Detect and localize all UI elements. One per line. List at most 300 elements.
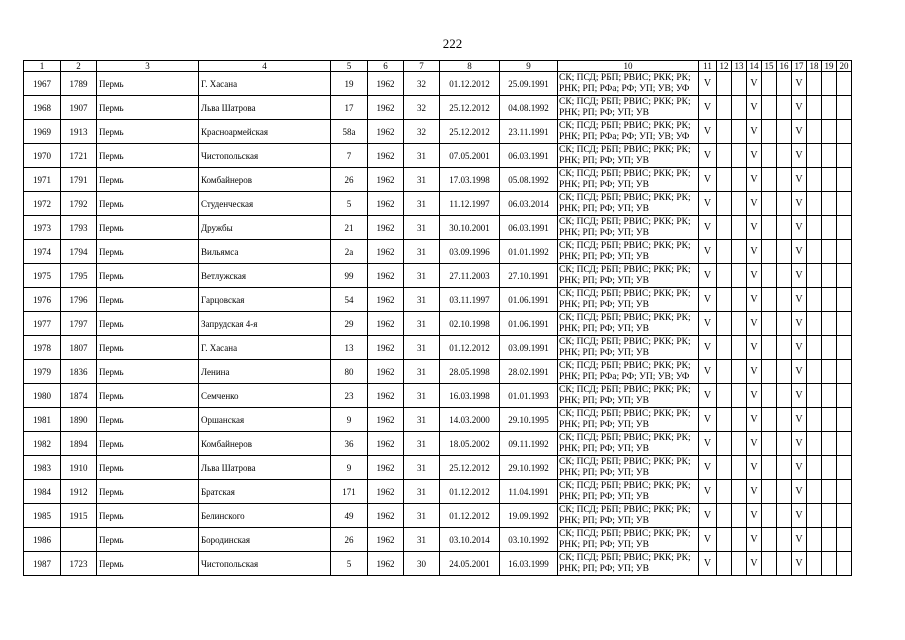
cell-col-12 (717, 504, 732, 528)
cell-col-11: V (699, 528, 717, 552)
cell-col-2: 1913 (61, 120, 97, 144)
cell-col-7: 31 (404, 480, 440, 504)
cell-col-17: V (792, 240, 807, 264)
cell-col-12 (717, 384, 732, 408)
cell-col-8: 18.05.2002 (440, 432, 500, 456)
cell-col-18 (807, 312, 822, 336)
cell-col-7: 31 (404, 360, 440, 384)
cell-col-3: Пермь (97, 384, 199, 408)
cell-col-20 (837, 144, 852, 168)
cell-col-10-line-1: СК; ПСД; РБП; РВИС; РКК; РК; (559, 337, 691, 347)
column-header-13: 13 (732, 61, 747, 72)
cell-col-18 (807, 408, 822, 432)
cell-col-16 (777, 552, 792, 576)
cell-col-8: 11.12.1997 (440, 192, 500, 216)
cell-col-16 (777, 408, 792, 432)
cell-col-19 (822, 312, 837, 336)
cell-col-18 (807, 96, 822, 120)
cell-col-2: 1836 (61, 360, 97, 384)
cell-col-14: V (747, 432, 762, 456)
column-header-10: 10 (558, 61, 699, 72)
table-row (24, 144, 852, 168)
cell-col-3: Пермь (97, 72, 199, 96)
cell-col-10 (558, 432, 699, 456)
cell-col-20 (837, 552, 852, 576)
cell-col-10-line-2: РНК; РП; РФ; УП; УВ (559, 203, 649, 214)
cell-col-10 (558, 96, 699, 120)
cell-col-11: V (699, 144, 717, 168)
cell-col-4: Студенческая (199, 192, 331, 216)
cell-col-6: 1962 (368, 432, 404, 456)
cell-col-10-line-2: РНК; РП; РФ; УП; УВ (559, 299, 649, 310)
table-row (24, 528, 852, 552)
cell-col-10 (558, 288, 699, 312)
cell-col-10 (558, 384, 699, 408)
cell-col-16 (777, 72, 792, 96)
cell-col-4: Семченко (199, 384, 331, 408)
cell-col-1: 1976 (24, 288, 61, 312)
cell-col-16 (777, 456, 792, 480)
cell-col-16 (777, 288, 792, 312)
cell-col-6: 1962 (368, 384, 404, 408)
cell-col-1: 1984 (24, 480, 61, 504)
cell-col-6: 1962 (368, 120, 404, 144)
cell-col-16 (777, 216, 792, 240)
cell-col-10-line-2: РНК; РП; РФ; УП; УВ (559, 419, 649, 430)
cell-col-9: 29.10.1995 (500, 408, 558, 432)
column-header-19: 19 (822, 61, 837, 72)
cell-col-17: V (792, 216, 807, 240)
cell-col-4: Оршанская (199, 408, 331, 432)
cell-col-17: V (792, 144, 807, 168)
cell-col-15 (762, 288, 777, 312)
table-row (24, 432, 852, 456)
table-row (24, 336, 852, 360)
cell-col-14: V (747, 456, 762, 480)
cell-col-20 (837, 360, 852, 384)
cell-col-17: V (792, 192, 807, 216)
cell-col-3: Пермь (97, 264, 199, 288)
cell-col-3: Пермь (97, 96, 199, 120)
cell-col-12 (717, 528, 732, 552)
cell-col-15 (762, 72, 777, 96)
cell-col-8: 14.03.2000 (440, 408, 500, 432)
cell-col-8: 25.12.2012 (440, 96, 500, 120)
cell-col-19 (822, 336, 837, 360)
cell-col-2: 1915 (61, 504, 97, 528)
cell-col-2: 1721 (61, 144, 97, 168)
cell-col-8: 01.12.2012 (440, 480, 500, 504)
cell-col-6: 1962 (368, 552, 404, 576)
table-row (24, 360, 852, 384)
cell-col-6: 1962 (368, 480, 404, 504)
cell-col-9: 27.10.1991 (500, 264, 558, 288)
cell-col-11: V (699, 384, 717, 408)
cell-col-5: 9 (331, 408, 368, 432)
cell-col-13 (732, 72, 747, 96)
cell-col-2: 1723 (61, 552, 97, 576)
cell-col-6: 1962 (368, 528, 404, 552)
cell-col-5: 99 (331, 264, 368, 288)
column-header-9: 9 (500, 61, 558, 72)
cell-col-10 (558, 192, 699, 216)
cell-col-14: V (747, 504, 762, 528)
cell-col-9: 19.09.1992 (500, 504, 558, 528)
cell-col-5: 7 (331, 144, 368, 168)
cell-col-20 (837, 384, 852, 408)
cell-col-20 (837, 288, 852, 312)
cell-col-18 (807, 264, 822, 288)
cell-col-1: 1970 (24, 144, 61, 168)
cell-col-4: Гарцовская (199, 288, 331, 312)
cell-col-5: 23 (331, 384, 368, 408)
cell-col-17: V (792, 288, 807, 312)
cell-col-3: Пермь (97, 360, 199, 384)
cell-col-10-line-2: РНК; РП; РФ; УП; УВ (559, 347, 649, 358)
housing-register-table (23, 60, 852, 576)
column-header-18: 18 (807, 61, 822, 72)
cell-col-3: Пермь (97, 432, 199, 456)
cell-col-15 (762, 504, 777, 528)
cell-col-10-line-1: СК; ПСД; РБП; РВИС; РКК; РК; (559, 457, 691, 467)
cell-col-2 (61, 528, 97, 552)
cell-col-9: 28.02.1991 (500, 360, 558, 384)
cell-col-12 (717, 432, 732, 456)
cell-col-10-line-1: СК; ПСД; РБП; РВИС; РКК; РК; (559, 481, 691, 491)
column-header-3: 3 (97, 61, 199, 72)
cell-col-6: 1962 (368, 360, 404, 384)
cell-col-20 (837, 456, 852, 480)
cell-col-8: 16.03.1998 (440, 384, 500, 408)
cell-col-19 (822, 288, 837, 312)
cell-col-13 (732, 96, 747, 120)
cell-col-4: Белинского (199, 504, 331, 528)
cell-col-4: Дружбы (199, 216, 331, 240)
cell-col-17: V (792, 312, 807, 336)
cell-col-13 (732, 384, 747, 408)
cell-col-11: V (699, 288, 717, 312)
cell-col-10-line-2: РНК; РП; РФ; УП; УВ (559, 155, 649, 166)
cell-col-14: V (747, 552, 762, 576)
cell-col-7: 31 (404, 168, 440, 192)
cell-col-14: V (747, 528, 762, 552)
cell-col-15 (762, 312, 777, 336)
cell-col-16 (777, 432, 792, 456)
cell-col-1: 1975 (24, 264, 61, 288)
cell-col-13 (732, 480, 747, 504)
column-header-1: 1 (24, 61, 61, 72)
cell-col-10-line-2: РНК; РП; РФа; РФ; УП; УВ; УФ (559, 83, 690, 94)
cell-col-7: 32 (404, 120, 440, 144)
cell-col-13 (732, 552, 747, 576)
cell-col-9: 04.08.1992 (500, 96, 558, 120)
cell-col-10-line-1: СК; ПСД; РБП; РВИС; РКК; РК; (559, 385, 691, 395)
cell-col-19 (822, 120, 837, 144)
cell-col-8: 27.11.2003 (440, 264, 500, 288)
cell-col-15 (762, 552, 777, 576)
cell-col-4: Комбайнеров (199, 168, 331, 192)
cell-col-14: V (747, 96, 762, 120)
cell-col-2: 1807 (61, 336, 97, 360)
cell-col-4: Ветлужская (199, 264, 331, 288)
cell-col-19 (822, 96, 837, 120)
cell-col-17: V (792, 480, 807, 504)
cell-col-13 (732, 192, 747, 216)
cell-col-8: 03.11.1997 (440, 288, 500, 312)
cell-col-17: V (792, 384, 807, 408)
cell-col-1: 1973 (24, 216, 61, 240)
cell-col-9: 06.03.1991 (500, 216, 558, 240)
cell-col-20 (837, 528, 852, 552)
cell-col-5: 58а (331, 120, 368, 144)
cell-col-16 (777, 192, 792, 216)
cell-col-10 (558, 552, 699, 576)
cell-col-15 (762, 168, 777, 192)
cell-col-18 (807, 504, 822, 528)
cell-col-12 (717, 72, 732, 96)
cell-col-3: Пермь (97, 456, 199, 480)
cell-col-10 (558, 216, 699, 240)
cell-col-10-line-1: СК; ПСД; РБП; РВИС; РКК; РК; (559, 289, 691, 299)
cell-col-5: 36 (331, 432, 368, 456)
cell-col-5: 54 (331, 288, 368, 312)
cell-col-2: 1912 (61, 480, 97, 504)
cell-col-12 (717, 408, 732, 432)
cell-col-11: V (699, 120, 717, 144)
cell-col-10 (558, 144, 699, 168)
cell-col-4: Вильямса (199, 240, 331, 264)
cell-col-8: 02.10.1998 (440, 312, 500, 336)
cell-col-20 (837, 216, 852, 240)
cell-col-14: V (747, 72, 762, 96)
cell-col-6: 1962 (368, 264, 404, 288)
cell-col-15 (762, 336, 777, 360)
cell-col-8: 07.05.2001 (440, 144, 500, 168)
column-header-17: 17 (792, 61, 807, 72)
cell-col-10-line-1: СК; ПСД; РБП; РВИС; РКК; РК; (559, 169, 691, 179)
cell-col-10 (558, 480, 699, 504)
cell-col-6: 1962 (368, 456, 404, 480)
cell-col-2: 1795 (61, 264, 97, 288)
cell-col-1: 1974 (24, 240, 61, 264)
cell-col-7: 31 (404, 504, 440, 528)
cell-col-5: 17 (331, 96, 368, 120)
cell-col-4: Бородинская (199, 528, 331, 552)
cell-col-16 (777, 168, 792, 192)
cell-col-5: 171 (331, 480, 368, 504)
cell-col-10-line-2: РНК; РП; РФ; УП; УВ (559, 179, 649, 190)
cell-col-11: V (699, 240, 717, 264)
cell-col-5: 49 (331, 504, 368, 528)
cell-col-12 (717, 144, 732, 168)
cell-col-20 (837, 264, 852, 288)
cell-col-7: 31 (404, 216, 440, 240)
cell-col-1: 1968 (24, 96, 61, 120)
cell-col-12 (717, 480, 732, 504)
cell-col-8: 01.12.2012 (440, 72, 500, 96)
table-row (24, 552, 852, 576)
cell-col-3: Пермь (97, 192, 199, 216)
cell-col-10 (558, 408, 699, 432)
column-header-14: 14 (747, 61, 762, 72)
cell-col-1: 1972 (24, 192, 61, 216)
table-row (24, 240, 852, 264)
cell-col-11: V (699, 72, 717, 96)
cell-col-3: Пермь (97, 480, 199, 504)
cell-col-10-line-2: РНК; РП; РФ; УП; УВ (559, 395, 649, 406)
cell-col-12 (717, 120, 732, 144)
cell-col-19 (822, 240, 837, 264)
cell-col-14: V (747, 240, 762, 264)
cell-col-11: V (699, 504, 717, 528)
cell-col-15 (762, 264, 777, 288)
cell-col-14: V (747, 264, 762, 288)
cell-col-2: 1890 (61, 408, 97, 432)
cell-col-7: 31 (404, 432, 440, 456)
cell-col-18 (807, 144, 822, 168)
cell-col-10-line-2: РНК; РП; РФ; УП; УВ (559, 443, 649, 454)
cell-col-15 (762, 120, 777, 144)
cell-col-6: 1962 (368, 192, 404, 216)
cell-col-3: Пермь (97, 528, 199, 552)
cell-col-17: V (792, 432, 807, 456)
cell-col-10-line-2: РНК; РП; РФ; УП; УВ (559, 515, 649, 526)
cell-col-10-line-1: СК; ПСД; РБП; РВИС; РКК; РК; (559, 361, 691, 371)
cell-col-20 (837, 408, 852, 432)
cell-col-20 (837, 192, 852, 216)
cell-col-3: Пермь (97, 288, 199, 312)
cell-col-12 (717, 240, 732, 264)
cell-col-12 (717, 552, 732, 576)
cell-col-1: 1971 (24, 168, 61, 192)
cell-col-15 (762, 456, 777, 480)
cell-col-13 (732, 288, 747, 312)
table-row (24, 72, 852, 96)
cell-col-7: 32 (404, 72, 440, 96)
cell-col-19 (822, 384, 837, 408)
cell-col-9: 09.11.1992 (500, 432, 558, 456)
cell-col-14: V (747, 408, 762, 432)
cell-col-8: 25.12.2012 (440, 456, 500, 480)
cell-col-4: Г. Хасана (199, 336, 331, 360)
column-header-5: 5 (331, 61, 368, 72)
cell-col-16 (777, 384, 792, 408)
cell-col-1: 1986 (24, 528, 61, 552)
cell-col-17: V (792, 552, 807, 576)
cell-col-14: V (747, 336, 762, 360)
cell-col-1: 1985 (24, 504, 61, 528)
cell-col-7: 31 (404, 456, 440, 480)
cell-col-9: 23.11.1991 (500, 120, 558, 144)
cell-col-14: V (747, 288, 762, 312)
cell-col-13 (732, 408, 747, 432)
cell-col-9: 01.06.1991 (500, 312, 558, 336)
cell-col-5: 5 (331, 192, 368, 216)
cell-col-17: V (792, 336, 807, 360)
cell-col-10 (558, 312, 699, 336)
cell-col-1: 1982 (24, 432, 61, 456)
cell-col-13 (732, 312, 747, 336)
cell-col-5: 80 (331, 360, 368, 384)
table-row (24, 480, 852, 504)
cell-col-9: 16.03.1999 (500, 552, 558, 576)
cell-col-7: 31 (404, 408, 440, 432)
cell-col-3: Пермь (97, 408, 199, 432)
cell-col-1: 1977 (24, 312, 61, 336)
cell-col-4: Льва Шатрова (199, 456, 331, 480)
cell-col-12 (717, 216, 732, 240)
table-row (24, 288, 852, 312)
table-row (24, 408, 852, 432)
cell-col-16 (777, 144, 792, 168)
cell-col-16 (777, 96, 792, 120)
cell-col-15 (762, 192, 777, 216)
cell-col-18 (807, 480, 822, 504)
cell-col-17: V (792, 96, 807, 120)
cell-col-6: 1962 (368, 312, 404, 336)
cell-col-11: V (699, 456, 717, 480)
cell-col-11: V (699, 408, 717, 432)
cell-col-5: 26 (331, 528, 368, 552)
cell-col-16 (777, 336, 792, 360)
cell-col-4: Г. Хасана (199, 72, 331, 96)
cell-col-18 (807, 528, 822, 552)
cell-col-9: 03.09.1991 (500, 336, 558, 360)
cell-col-8: 28.05.1998 (440, 360, 500, 384)
cell-col-14: V (747, 216, 762, 240)
cell-col-20 (837, 312, 852, 336)
cell-col-14: V (747, 480, 762, 504)
cell-col-12 (717, 336, 732, 360)
cell-col-10-line-2: РНК; РП; РФ; УП; УВ (559, 275, 649, 286)
cell-col-2: 1794 (61, 240, 97, 264)
cell-col-5: 13 (331, 336, 368, 360)
cell-col-17: V (792, 120, 807, 144)
cell-col-12 (717, 312, 732, 336)
cell-col-10-line-2: РНК; РП; РФа; РФ; УП; УВ; УФ (559, 131, 690, 142)
cell-col-9: 03.10.1992 (500, 528, 558, 552)
cell-col-16 (777, 528, 792, 552)
cell-col-3: Пермь (97, 216, 199, 240)
cell-col-15 (762, 480, 777, 504)
cell-col-1: 1983 (24, 456, 61, 480)
cell-col-7: 31 (404, 192, 440, 216)
cell-col-7: 31 (404, 144, 440, 168)
cell-col-9: 06.03.1991 (500, 144, 558, 168)
cell-col-2: 1791 (61, 168, 97, 192)
cell-col-11: V (699, 264, 717, 288)
cell-col-10-line-2: РНК; РП; РФ; УП; УВ (559, 563, 649, 574)
cell-col-19 (822, 504, 837, 528)
cell-col-13 (732, 336, 747, 360)
cell-col-3: Пермь (97, 504, 199, 528)
cell-col-13 (732, 264, 747, 288)
cell-col-15 (762, 432, 777, 456)
cell-col-2: 1797 (61, 312, 97, 336)
cell-col-6: 1962 (368, 144, 404, 168)
cell-col-10-line-2: РНК; РП; РФ; УП; УВ (559, 227, 649, 238)
cell-col-10-line-1: СК; ПСД; РБП; РВИС; РКК; РК; (559, 265, 691, 275)
cell-col-10-line-1: СК; ПСД; РБП; РВИС; РКК; РК; (559, 553, 691, 563)
cell-col-15 (762, 96, 777, 120)
cell-col-9: 01.01.1993 (500, 384, 558, 408)
cell-col-6: 1962 (368, 336, 404, 360)
cell-col-6: 1962 (368, 288, 404, 312)
cell-col-2: 1910 (61, 456, 97, 480)
cell-col-10 (558, 168, 699, 192)
cell-col-11: V (699, 312, 717, 336)
cell-col-18 (807, 240, 822, 264)
